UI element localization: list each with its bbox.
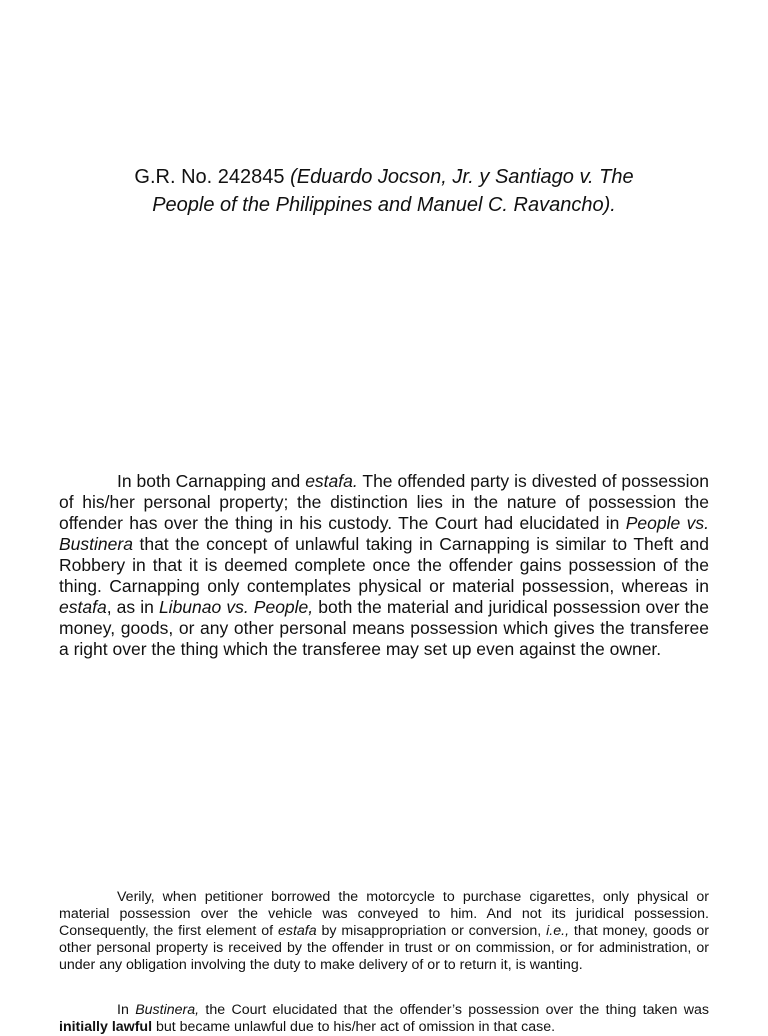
text-run: In xyxy=(117,1002,136,1018)
case-parties-line1: (Eduardo Jocson, Jr. y Santiago v. The xyxy=(290,166,634,188)
text-run: Verily, when petitioner borrowed the motorcycle to purchase cigarettes, only physical or material possession over the vehicle was conveyed to him. And not its juridical possession. Consequently, the first element of xyxy=(59,889,709,939)
text-run: but became unlawful due to his/her act of omission in that case. xyxy=(152,1019,556,1035)
case-citation: People vs. Bustinera xyxy=(59,513,709,554)
italic-run: i.e., xyxy=(546,923,570,939)
case-citation: Bustinera, xyxy=(135,1002,200,1018)
paragraph-verily xyxy=(59,889,709,974)
case-title xyxy=(60,163,708,219)
paragraph-bustinera xyxy=(59,1002,709,1036)
case-number: G.R. No. 242845 xyxy=(134,166,291,188)
text-run: , as in xyxy=(106,597,159,617)
italic-run: estafa. xyxy=(305,471,358,491)
case-citation: Libunao vs. People, xyxy=(158,597,314,617)
text-run: In both Carnapping and xyxy=(117,471,306,491)
text-run: The offended party is divested of possession of his/her personal property; the distinction lies in the nature of possession the offender has over the thing in his custody. The Court had elucidated in xyxy=(59,471,709,533)
paragraph-carnapping-estafa xyxy=(59,471,709,660)
text-run: both the material and juridical possession over the money, goods, or any other personal means possession which gives the transferee a right over the thing which the transferee may set up even against the owner. xyxy=(59,597,709,659)
italic-run: estafa xyxy=(277,923,317,939)
text-run: that money, goods or other personal property is received by the offender in trust or on commission, or for administration, or under any obligation involving the duty to make delivery of or to return it, is wanting. xyxy=(59,923,709,973)
bold-run: initially lawful xyxy=(59,1019,153,1035)
text-run: that the concept of unlawful taking in Carnapping is similar to Theft and Robbery in that it is deemed complete once the offender gains possession of the thing. Carnapping only contemplates physical or material possession, whereas in xyxy=(59,534,709,596)
italic-run: estafa xyxy=(59,597,107,617)
case-parties-line2: People of the Philippines and Manuel C. Ravancho). xyxy=(152,194,616,216)
text-run: by misappropriation or conversion, xyxy=(316,923,547,939)
text-run: the Court elucidated that the offender’s possession over the thing taken was xyxy=(199,1002,710,1018)
